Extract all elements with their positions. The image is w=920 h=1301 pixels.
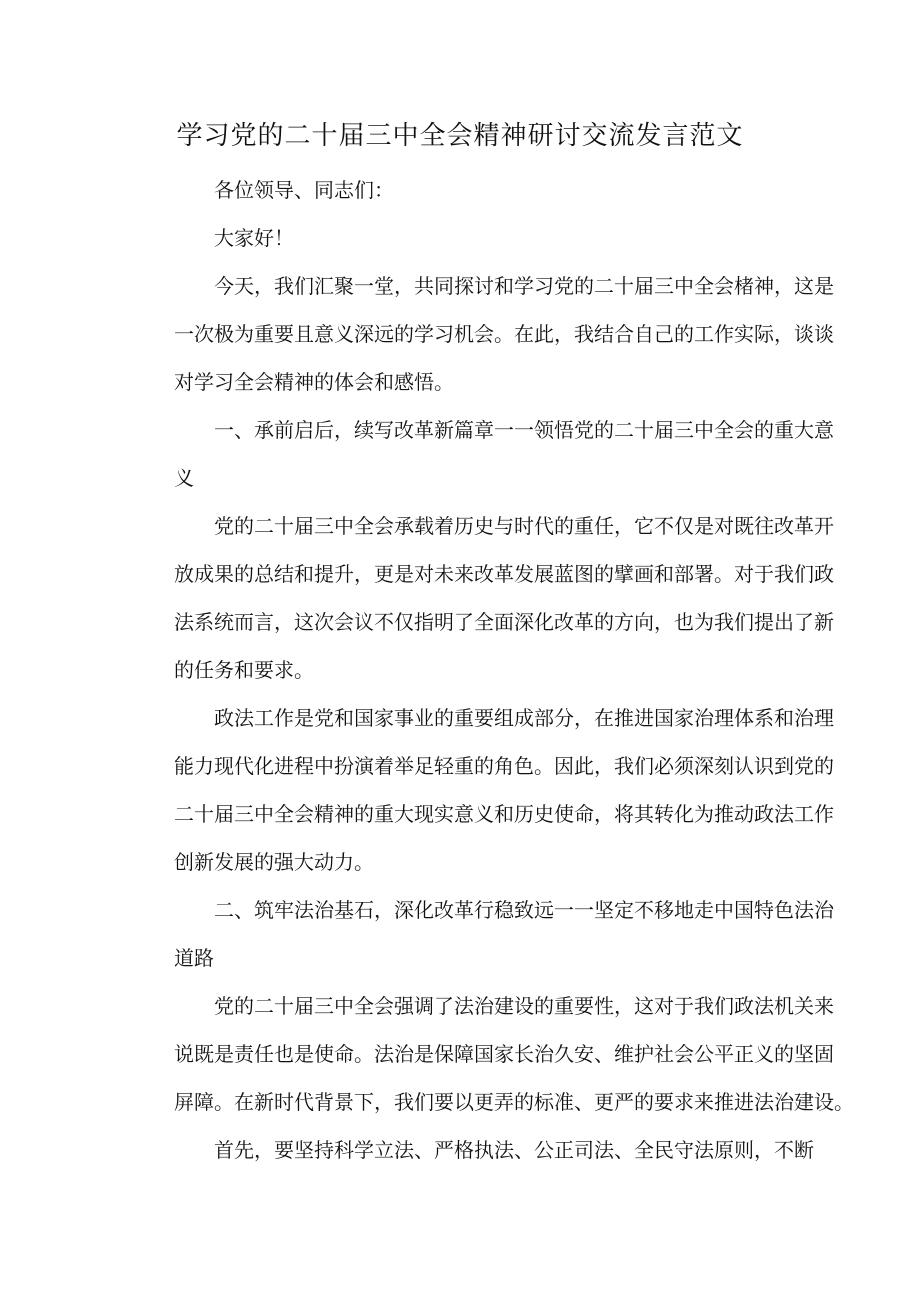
paragraph-line: 党的二十届三中全会强调了法治建设的重要性，这对于我们政法机关来 bbox=[214, 994, 834, 1018]
paragraph-line: 首先，要坚持科学立法、严格执法、公正司法、全民守法原则，不断 bbox=[214, 1138, 814, 1162]
salutation-line: 各位领导、同志们： bbox=[214, 178, 394, 202]
paragraph-line: 的任务和要求。 bbox=[174, 658, 314, 682]
heading-line: 二、筑牢法治基石，深化改革行稳致远一一坚定不移地走中国特色法治 bbox=[214, 898, 834, 922]
paragraph-line: 对学习全会精神的体会和感悟。 bbox=[174, 370, 454, 394]
paragraph-political-legal-work bbox=[134, 694, 834, 886]
paragraph-first-point bbox=[134, 1126, 814, 1174]
paragraph-rule-of-law bbox=[134, 982, 854, 1126]
document-title: 学习党的二十届三中全会精神研讨交流发言范文 bbox=[176, 121, 744, 151]
paragraph-line: 二十届三中全会精神的重大现实意义和历史使命，将其转化为推动政法工作 bbox=[174, 802, 834, 826]
paragraph-line: 法系统而言，这次会议不仅指明了全面深化改革的方向，也为我们提出了新 bbox=[174, 610, 834, 634]
greeting-line: 大家好！ bbox=[214, 226, 294, 250]
heading-line: 道路 bbox=[174, 946, 214, 970]
section-heading-1 bbox=[134, 406, 834, 502]
paragraph-line: 放成果的总结和提升，更是对未来改革发展蓝图的擘画和部署。对于我们政 bbox=[174, 562, 834, 586]
paragraph-line: 能力现代化进程中扮演着举足轻重的角色。因此，我们必须深刻认识到党的 bbox=[174, 754, 834, 778]
paragraph-line: 创新发展的强大动力。 bbox=[174, 850, 374, 874]
paragraph-line: 党的二十届三中全会承载着历史与时代的重任，它不仅是对既往改革开 bbox=[214, 514, 834, 538]
section-heading-2 bbox=[134, 886, 834, 982]
paragraph-intro bbox=[134, 262, 834, 406]
paragraph-significance bbox=[134, 502, 834, 694]
salutation bbox=[134, 166, 790, 214]
paragraph-line: 政法工作是党和国家事业的重要组成部分，在推进国家治理体系和治理 bbox=[214, 706, 834, 730]
greeting bbox=[134, 214, 790, 262]
heading-line: 一、承前启后，续写改革新篇章一一领悟党的二十届三中全会的重大意 bbox=[214, 418, 834, 442]
paragraph-line: 屏障。在新时代背景下，我们要以更弄的标准、更严的要求来推进法治建设。 bbox=[174, 1090, 854, 1114]
paragraph-line: 今天，我们汇聚一堂，共同探讨和学习党的二十届三中全会楮神，这是 bbox=[214, 274, 834, 298]
paragraph-line: 说既是责任也是使命。法治是保障国家长治久安、维护社会公平正义的坚固 bbox=[174, 1042, 834, 1066]
paragraph-line: 一次极为重要且意义深远的学习机会。在此，我结合自己的工作实际，谈谈 bbox=[174, 322, 834, 346]
heading-line: 义 bbox=[174, 466, 194, 490]
